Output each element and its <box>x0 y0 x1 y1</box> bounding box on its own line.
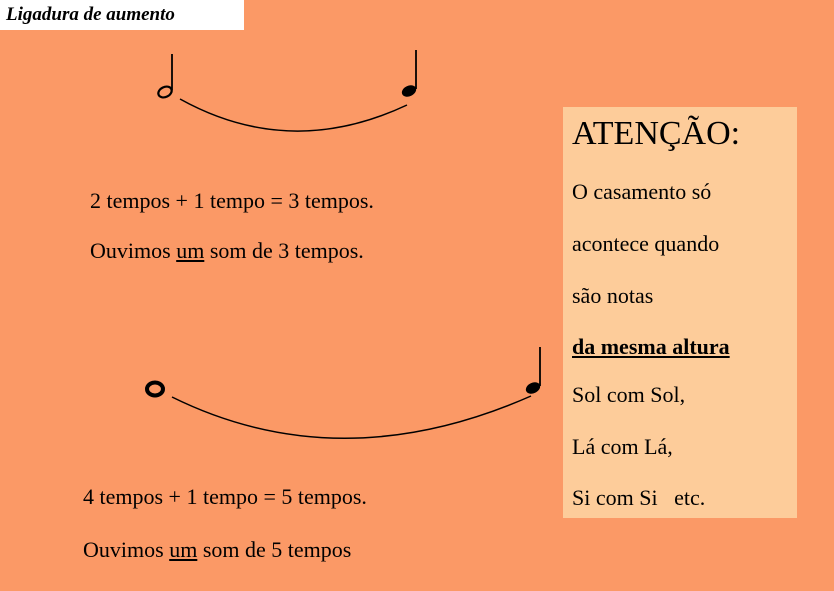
hearing-text-1: Ouvimos um som de 3 tempos. <box>90 238 364 263</box>
attention-example: Sol com Sol, <box>572 382 686 407</box>
attention-example: Si com Si etc. <box>572 485 706 510</box>
whole-note-icon <box>147 383 163 396</box>
emphasis-word: um <box>176 238 205 263</box>
half-note-icon <box>157 54 174 99</box>
attention-box <box>563 107 797 518</box>
equation-2: 4 tempos + 1 tempo = 5 tempos. <box>83 484 367 509</box>
attention-line: O casamento só <box>572 179 712 204</box>
attention-emphasis: da mesma altura <box>572 334 730 359</box>
tie-curve <box>180 99 407 131</box>
attention-example: Lá com Lá, <box>572 434 673 459</box>
page-title: Ligadura de aumento <box>0 0 244 30</box>
attention-heading: ATENÇÃO: <box>572 115 741 152</box>
attention-line: são notas <box>572 283 654 308</box>
hearing-text-2: Ouvimos um som de 5 tempos <box>83 537 352 562</box>
quarter-note-icon <box>400 50 418 99</box>
tie-curve <box>172 396 531 438</box>
quarter-note-icon <box>524 347 542 396</box>
attention-line: acontece quando <box>572 231 720 256</box>
emphasis-word: um <box>169 537 198 562</box>
equation-1: 2 tempos + 1 tempo = 3 tempos. <box>90 188 374 213</box>
